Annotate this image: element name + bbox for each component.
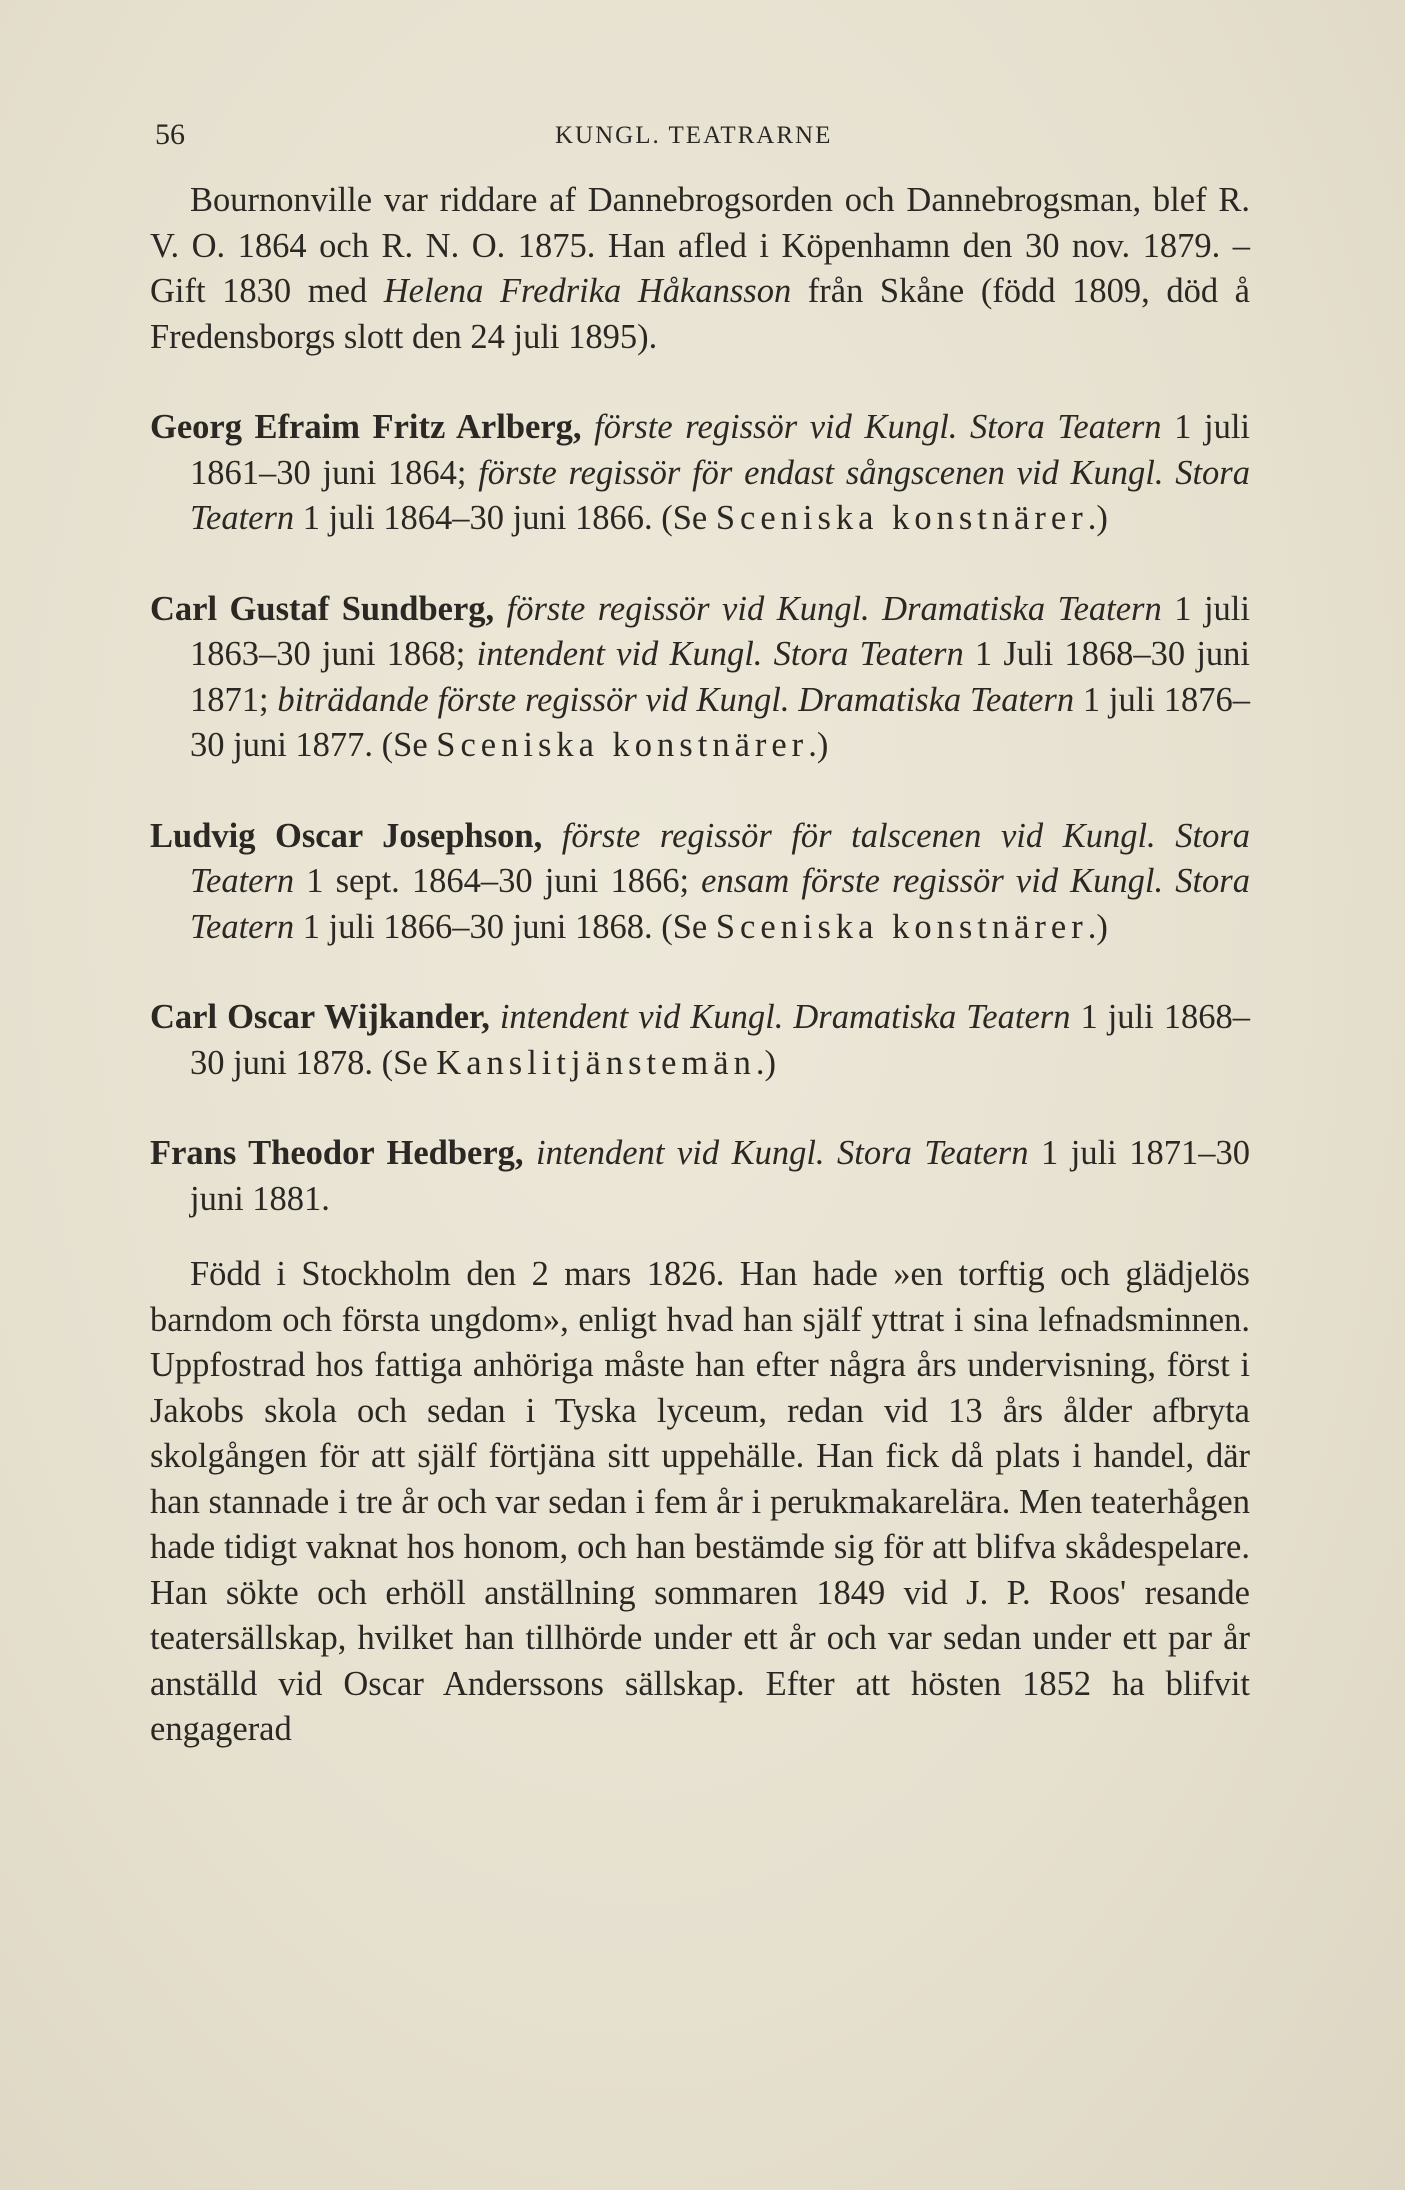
entry-role: intendent vid Kungl. Stora Teatern [476,635,964,673]
entry-role: förste regissör vid Kungl. Dramatiska Teatern [494,589,1162,628]
entry-josephson [150,814,1250,951]
entry-role: biträdande förste regissör vid Kungl. Dramatiska Teatern [277,680,1075,719]
entry-role: förste regissör för endast sångscenen vid Kungl. Stora Teatern [190,453,1250,537]
page-header [155,118,1255,158]
entry-dates: 1 juli 1871–30 juni 1881. [190,1134,1250,1218]
entry-name: Frans Theodor Hedberg, [150,1134,524,1172]
entry-hedberg [150,1131,1250,1222]
entry-dates: 1 juli 1876–30 juni 1877. (Se [190,680,1250,764]
bournonville-text-1: Bournonville var riddare af Dannebrogsorden och Dannebrogsman, blef R. V. O. 1864 och R. N. O. 1875. Han afled i Köpenhamn den 30 nov. 1879. – Gift 1830 med [150,181,1250,310]
entry-sundberg [150,587,1250,769]
entry-end: .) [1087,907,1108,946]
entry-end: .) [1087,499,1108,537]
bournonville-wife-name: Helena Fredrika Håkansson [383,272,792,310]
hedberg-biography: Född i Stockholm den 2 mars 1826. Han hade »en torftig och glädjelös barndom och första ungdom», enligt hvad han själf yttrat i sina lefnadsminnen. Uppfostrad hos fattiga anhöriga måste han efter några års undervisning, först i Jakobs skola och sedan i Tyska lyceum, redan vid 13 års ålder afbryta skolgången för att själf förtjäna sitt uppehälle. Han fick då plats i handel, där han stannade i tre år och var sedan i fem år i perukmakarelära. Men teaterhågen hade tidigt vaknat hos honom, och han bestämde sig för att blifva skådespelare. Han sökte och erhöll anställning sommaren 1849 vid J. P. Roos' resande teatersällskap, hvilket han tillhörde under ett år och var sedan under ett par år anställd vid Oscar Anderssons sällskap. Efter att hösten 1852 ha blifvit engagerad [150,1255,1250,1748]
entry-dates: 1 juli 1868–30 juni 1878. (Se [190,998,1250,1082]
bournonville-paragraph [150,178,1250,360]
entry-dates: 1 juli 1864–30 juni 1866. (Se [294,499,716,537]
entry-end: .) [808,726,829,764]
entry-role: förste regissör för talscenen vid Kungl. Stora Teatern [190,816,1250,900]
body-text [150,178,1250,1753]
cross-reference: Sceniska konstnärer [436,726,809,764]
entry-end: .) [755,1043,776,1082]
bournonville-text-2: från Skåne (född 1809, död å Fredensborgs slott den 24 juli 1895). [150,272,1250,356]
entry-role: intendent vid Kungl. Dramatiska Teatern [489,998,1071,1036]
entry-name: Ludvig Oscar Josephson, [150,816,543,855]
entry-dates: 1 juli 1863–30 juni 1868; [190,589,1250,673]
cross-reference: Sceniska konstnärer [715,907,1088,946]
entry-dates: 1 Juli 1868–30 juni 1871; [190,635,1250,719]
entry-dates: 1 sept. 1864–30 juni 1866; [294,862,702,900]
page-number: 56 [155,118,185,151]
entry-dates: 1 juli 1861–30 juni 1864; [190,408,1250,492]
entry-arlberg [150,405,1250,542]
entry-name: Carl Gustaf Sundberg, [150,589,495,628]
entry-role: förste regissör vid Kungl. Stora Teatern [581,408,1162,446]
entry-role: ensam förste regissör vid Kungl. Stora Teatern [190,862,1250,946]
entry-name: Georg Efraim Fritz Arlberg, [150,408,582,446]
cross-reference: Sceniska konstnärer [715,499,1088,537]
entry-name: Carl Oscar Wijkander, [150,998,490,1036]
entry-role: intendent vid Kungl. Stora Teatern [523,1134,1029,1172]
cross-reference: Kanslitjänstemän [436,1043,756,1082]
entry-wijkander [150,995,1250,1086]
entry-dates: 1 juli 1866–30 juni 1868. (Se [294,907,716,946]
running-title: KUNGL. TEATRARNE [555,122,833,149]
